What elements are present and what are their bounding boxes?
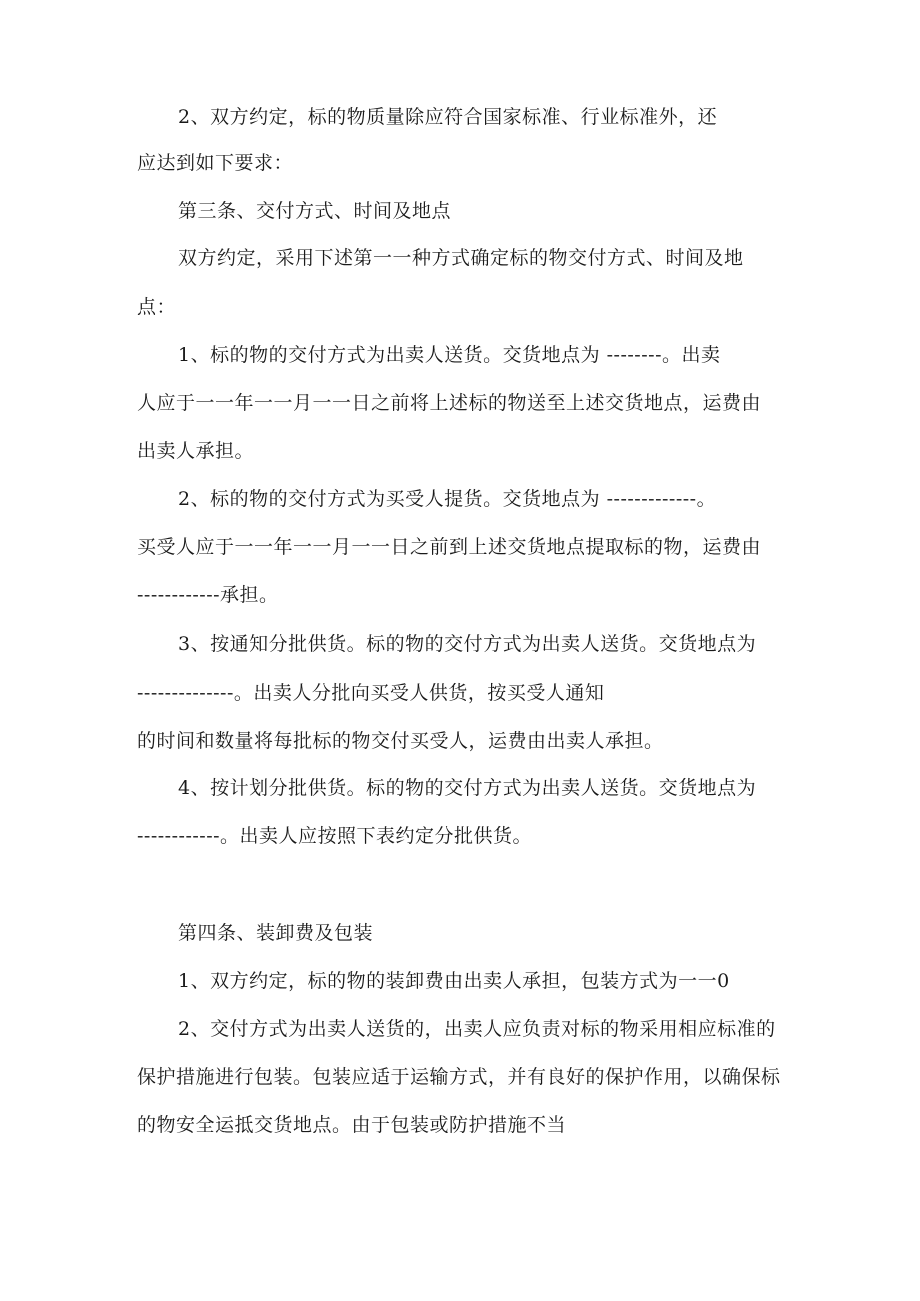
paragraph-line: 人应于一一年一一月一一日之前将上述标的物送至上述交货地点，运费由 [137,392,762,414]
paragraph-line: 点： [137,296,177,318]
paragraph-line: 的时间和数量将每批标的物交付买受人，运费由出卖人承担。 [137,730,664,752]
paragraph-line: 应达到如下要求： [137,152,294,174]
paragraph-line: 买受人应于一一年一一月一一日之前到上述交货地点提取标的物，运费由 [137,536,762,558]
paragraph-line: 2、标的物的交付方式为买受人提货。交货地点为 -------------。 [178,488,717,510]
paragraph-line: 2、交付方式为出卖人送货的，出卖人应负责对标的物采用相应标准的 [178,1018,776,1040]
paragraph-line: 双方约定，采用下述第一一种方式确定标的物交付方式、时间及地 [178,247,744,269]
section-heading: 第四条、装卸费及包装 [178,922,374,944]
paragraph-line: 3、按通知分批供货。标的物的交付方式为出卖人送货。交货地点为 [178,633,757,655]
paragraph-line: ------------。出卖人应按照下表约定分批供货。 [137,825,533,847]
paragraph-line: 出卖人承担。 [137,440,255,462]
paragraph-line: 的物安全运抵交货地点。由于包装或防护措施不当 [137,1114,567,1136]
paragraph-line: 1、标的物的交付方式为出卖人送货。交货地点为 --------。出卖 [178,344,721,366]
paragraph-line: --------------。出卖人分批向买受人供货，按买受人通知 [137,682,605,704]
paragraph-line: ------------承担。 [137,584,279,606]
paragraph-line: 2、双方约定，标的物质量除应符合国家标准、行业标准外，还 [178,106,718,128]
paragraph-line: 保护措施进行包装。包装应适于运输方式，并有良好的保护作用，以确保标 [137,1066,781,1088]
paragraph-line: 4、按计划分批供货。标的物的交付方式为出卖人送货。交货地点为 [178,777,757,799]
section-heading: 第三条、交付方式、时间及地点 [178,200,452,222]
paragraph-line: 1、双方约定，标的物的装卸费由出卖人承担，包装方式为一一0 [178,970,730,992]
